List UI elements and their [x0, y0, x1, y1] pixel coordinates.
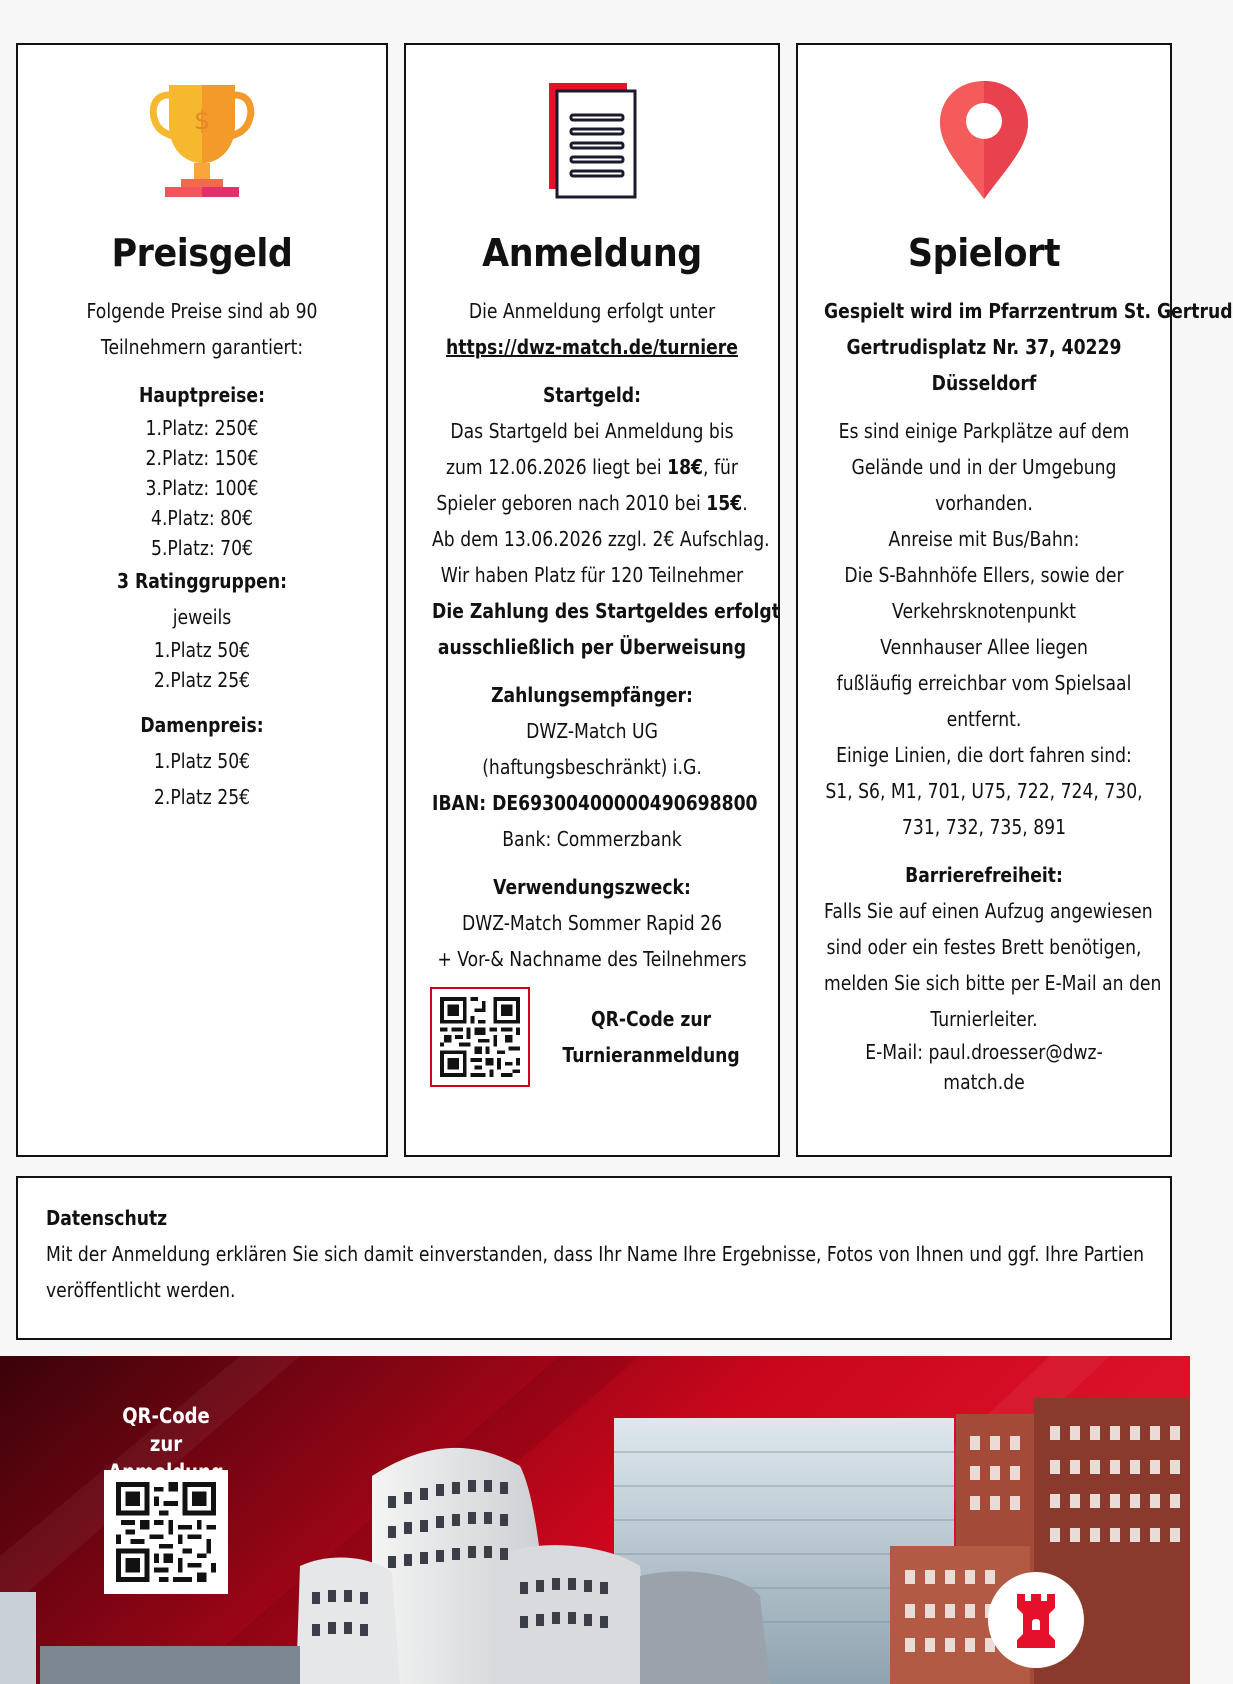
qr-label-line: Turnieranmeldung — [562, 1043, 740, 1067]
damen-item: 2.Platz 25€ — [153, 785, 251, 809]
datenschutz-panel — [16, 1176, 1172, 1340]
datenschutz-title: Datenschutz — [46, 1206, 168, 1230]
qr-label-line: QR-Code zur — [590, 1007, 712, 1031]
damen-item: 1.Platz 50€ — [153, 749, 251, 773]
ratinggruppen-label: 3 Ratinggruppen: — [117, 569, 287, 593]
startgeld-label: Startgeld: — [543, 383, 641, 407]
preisgeld-intro-2: Teilnehmern garantiert: — [100, 335, 304, 359]
document-icon — [545, 77, 639, 203]
footer-banner — [0, 1356, 1190, 1684]
chess-rook-icon — [1011, 1590, 1061, 1650]
zahlung-line-1: Die Zahlung des Startgeldes erfolgt — [432, 599, 780, 623]
anmeldung-title: Anmeldung — [482, 231, 702, 275]
transit-line: Verkehrsknotenpunkt — [892, 599, 1076, 623]
preisgeld-panel — [16, 43, 388, 1157]
barriere-line: melden Sie sich bitte per E-Mail an den — [824, 971, 1162, 995]
spielort-title: Spielort — [907, 231, 1061, 275]
parking-line: Gelände und in der Umgebung — [851, 455, 1117, 479]
datenschutz-text: Mit der Anmeldung erklären Sie sich damit einverstanden, dass Ihr Name Ihre Ergebnisse, Fotos von Ihnen und ggf. Ihre Partien — [46, 1242, 1144, 1266]
transit-line: fußläufig erreichbar vom Spielsaal — [836, 671, 1132, 695]
hauptpreis-item: 3.Platz: 100€ — [145, 476, 259, 500]
iban: IBAN: DE69300400000490698800 — [432, 791, 758, 815]
chess-rook-logo — [988, 1572, 1084, 1668]
location-pin-icon — [936, 77, 1032, 203]
transit-line: 731, 732, 735, 891 — [901, 815, 1067, 839]
hauptpreise-label: Hauptpreise: — [139, 383, 265, 407]
anmeldung-link[interactable]: https://dwz-match.de/turniere — [446, 335, 738, 359]
verwendungszweck-line: DWZ-Match Sommer Rapid 26 — [461, 911, 723, 935]
transit-line: Vennhauser Allee liegen — [880, 635, 1088, 659]
verwendungszweck-line: + Vor-& Nachname des Teilnehmers — [437, 947, 747, 971]
qr-code-icon — [116, 1482, 216, 1582]
transit-line: Die S-Bahnhöfe Ellers, sowie der — [844, 563, 1124, 587]
preisgeld-intro-1: Folgende Preise sind ab 90 — [86, 299, 318, 323]
parking-line: Es sind einige Parkplätze auf dem — [838, 419, 1130, 443]
parking-line: vorhanden. — [935, 491, 1033, 515]
startgeld-line-3: Spieler geboren nach 2010 bei 15€. — [436, 491, 748, 515]
transit-line: Anreise mit Bus/Bahn: — [888, 527, 1080, 551]
bank: Bank: Commerzbank — [502, 827, 682, 851]
startgeld-line-2: zum 12.06.2026 liegt bei 18€, für — [446, 455, 738, 479]
venue-line: Gespielt wird im Pfarrzentrum St. Gertrud — [824, 299, 1233, 323]
hauptpreis-item: 1.Platz: 250€ — [145, 416, 259, 440]
anmeldung-intro: Die Anmeldung erfolgt unter — [468, 299, 716, 323]
startgeld-line-1: Das Startgeld bei Anmeldung bis — [450, 419, 734, 443]
rating-item: 2.Platz 25€ — [153, 668, 251, 692]
preisgeld-title: Preisgeld — [111, 231, 293, 275]
barriere-label: Barrierefreiheit: — [905, 863, 1063, 887]
hauptpreis-item: 2.Platz: 150€ — [145, 446, 259, 470]
transit-line: entfernt. — [946, 707, 1022, 731]
empfaenger-line: (haftungsbeschränkt) i.G. — [482, 755, 702, 779]
platz-text: Wir haben Platz für 120 Teilnehmer — [440, 563, 744, 587]
empfaenger-label: Zahlungsempfänger: — [491, 683, 693, 707]
verwendungszweck-label: Verwendungszweck: — [493, 875, 691, 899]
hauptpreis-item: 5.Platz: 70€ — [151, 536, 253, 560]
barriere-line: Turnierleiter. — [930, 1007, 1038, 1031]
barriere-line: Falls Sie auf einen Aufzug angewiesen — [824, 899, 1153, 923]
trophy-icon — [147, 77, 257, 203]
zahlung-line-2: ausschließlich per Überweisung — [437, 635, 747, 659]
damenpreis-label: Damenpreis: — [140, 713, 264, 737]
transit-line: S1, S6, M1, 701, U75, 722, 724, 730, — [825, 779, 1143, 803]
hauptpreis-item: 4.Platz: 80€ — [151, 506, 253, 530]
ratinggruppen-sub: jeweils — [172, 605, 232, 629]
empfaenger-line: DWZ-Match UG — [526, 719, 658, 743]
tournament-qr-code[interactable] — [430, 987, 530, 1087]
footer-qr-code[interactable] — [104, 1470, 228, 1594]
spielort-panel — [796, 43, 1233, 1157]
venue-line: Gertrudisplatz Nr. 37, 40229 — [846, 335, 1122, 359]
startgeld-line-4: Ab dem 13.06.2026 zzgl. 2€ Aufschlag. — [432, 527, 770, 551]
venue-line: Düsseldorf — [931, 371, 1037, 395]
rating-item: 1.Platz 50€ — [153, 638, 251, 662]
qr-code-icon — [440, 997, 520, 1077]
anmeldung-panel — [404, 43, 780, 1157]
transit-line: Einige Linien, die dort fahren sind: — [836, 743, 1132, 767]
email-line[interactable]: match.de — [943, 1070, 1025, 1094]
svg-text:$: $ — [193, 106, 211, 136]
email-line[interactable]: E-Mail: paul.droesser@dwz- — [865, 1040, 1103, 1064]
barriere-line: sind oder ein festes Brett benötigen, — [826, 935, 1142, 959]
footer-qr-label: QR-Code zur — [122, 1404, 210, 1456]
datenschutz-text: veröffentlicht werden. — [46, 1278, 236, 1302]
